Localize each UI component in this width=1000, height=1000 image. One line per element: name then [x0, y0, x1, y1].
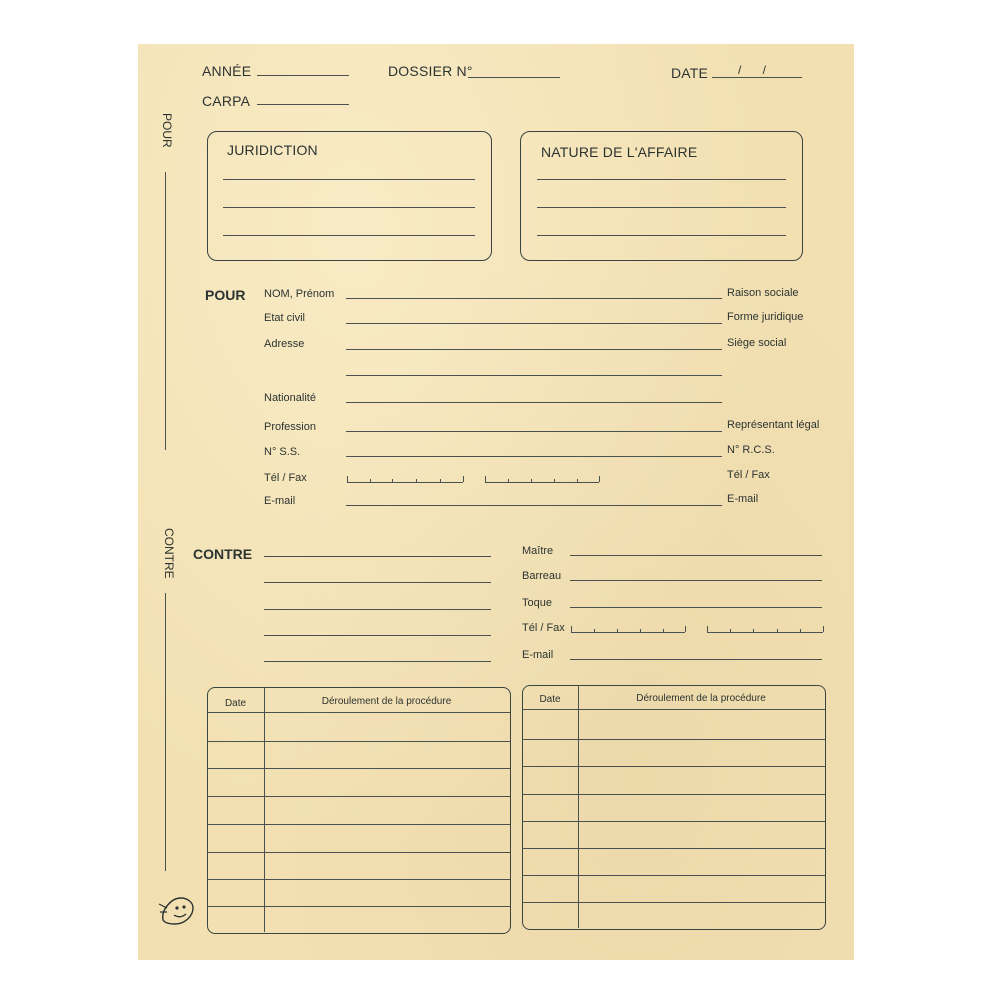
dossier-label: DOSSIER N° — [388, 63, 473, 79]
annee-line[interactable] — [257, 75, 349, 76]
nature-line-2[interactable] — [537, 207, 786, 208]
table-right-header-proc: Déroulement de la procédure — [636, 693, 766, 704]
table-right-divider — [578, 685, 579, 928]
pour-label-tel: Tél / Fax — [264, 472, 307, 484]
table-row[interactable] — [207, 852, 510, 853]
pour-label-ss: N° S.S. — [264, 446, 301, 458]
side-label-contre: CONTRE — [162, 528, 176, 579]
pour-label-email-right: E-mail — [727, 493, 759, 505]
pour-label-tel-right: Tél / Fax — [727, 469, 770, 481]
contre-line-1[interactable] — [264, 556, 491, 557]
side-line-pour — [165, 172, 166, 450]
table-row[interactable] — [522, 848, 825, 849]
procedure-table-right — [522, 685, 826, 930]
contre-line-2[interactable] — [264, 582, 491, 583]
date-line[interactable] — [712, 77, 802, 78]
table-row[interactable] — [522, 875, 825, 876]
pour-label-profession: Profession — [264, 421, 316, 433]
contre-line-toque[interactable] — [570, 607, 822, 608]
nature-line-1[interactable] — [537, 179, 786, 180]
table-row[interactable] — [207, 906, 510, 907]
juridiction-line-3[interactable] — [223, 235, 475, 236]
table-left-header-proc: Déroulement de la procédure — [321, 696, 452, 707]
table-left-header-date: Date — [224, 698, 247, 709]
table-row[interactable] — [207, 796, 510, 797]
contre-heading: CONTRE — [193, 546, 253, 562]
contre-line-4[interactable] — [264, 635, 491, 636]
contre-line-barreau[interactable] — [570, 580, 822, 581]
contre-line-5[interactable] — [264, 661, 491, 662]
table-row[interactable] — [522, 766, 825, 767]
table-row[interactable] — [522, 709, 825, 710]
pour-label-siege-social: Siège social — [727, 337, 787, 349]
juridiction-line-1[interactable] — [223, 179, 475, 180]
pour-label-email: E-mail — [264, 495, 296, 507]
exacompta-logo-icon — [157, 890, 201, 930]
pour-label-nom: NOM, Prénom — [264, 288, 335, 300]
contre-label-barreau: Barreau — [522, 570, 562, 582]
pour-label-nationalite: Nationalité — [264, 392, 316, 404]
contre-label-toque: Toque — [522, 597, 552, 609]
procedure-table-left — [207, 687, 511, 934]
contre-line-email[interactable] — [570, 659, 822, 660]
carpa-line[interactable] — [257, 104, 349, 105]
table-right-header-date: Date — [539, 694, 561, 705]
pour-label-adresse: Adresse — [264, 338, 305, 350]
date-slashes: / / — [738, 63, 767, 77]
side-label-pour: POUR — [160, 113, 174, 148]
pour-line-adresse-2[interactable] — [346, 375, 722, 376]
contre-label-email: E-mail — [522, 649, 554, 661]
pour-label-forme-juridique: Forme juridique — [727, 311, 804, 323]
pour-line-profession[interactable] — [346, 431, 722, 432]
pour-label-rcs: N° R.C.S. — [727, 444, 775, 456]
table-row[interactable] — [207, 712, 510, 713]
carpa-label: CARPA — [202, 93, 251, 109]
table-row[interactable] — [522, 794, 825, 795]
pour-label-representant: Représentant légal — [727, 419, 820, 431]
nature-title: NATURE DE L'AFFAIRE — [541, 144, 698, 160]
contre-line-maitre[interactable] — [570, 555, 822, 556]
pour-line-nom[interactable] — [346, 298, 722, 299]
contre-label-tel: Tél / Fax — [522, 622, 565, 634]
pour-line-etat-civil[interactable] — [346, 323, 722, 324]
juridiction-line-2[interactable] — [223, 207, 475, 208]
pour-label-etat-civil: Etat civil — [264, 312, 305, 324]
juridiction-title: JURIDICTION — [227, 142, 318, 158]
contre-label-maitre: Maître — [522, 545, 554, 557]
table-row[interactable] — [207, 741, 510, 742]
table-row[interactable] — [207, 824, 510, 825]
table-left-divider — [264, 687, 265, 932]
pour-line-ss[interactable] — [346, 456, 722, 457]
pour-label-raison-sociale: Raison sociale — [727, 287, 799, 299]
table-row[interactable] — [522, 902, 825, 903]
table-row[interactable] — [207, 768, 510, 769]
pour-line-adresse-1[interactable] — [346, 349, 722, 350]
table-row[interactable] — [522, 739, 825, 740]
annee-label: ANNÉE — [202, 63, 252, 79]
table-row[interactable] — [522, 821, 825, 822]
date-label: DATE — [671, 65, 709, 81]
pour-line-email[interactable] — [346, 505, 722, 506]
table-row[interactable] — [207, 879, 510, 880]
nature-line-3[interactable] — [537, 235, 786, 236]
side-line-contre — [165, 593, 166, 871]
pour-line-nationalite[interactable] — [346, 402, 722, 403]
contre-line-3[interactable] — [264, 609, 491, 610]
pour-heading: POUR — [205, 287, 246, 303]
dossier-line[interactable] — [468, 77, 560, 78]
